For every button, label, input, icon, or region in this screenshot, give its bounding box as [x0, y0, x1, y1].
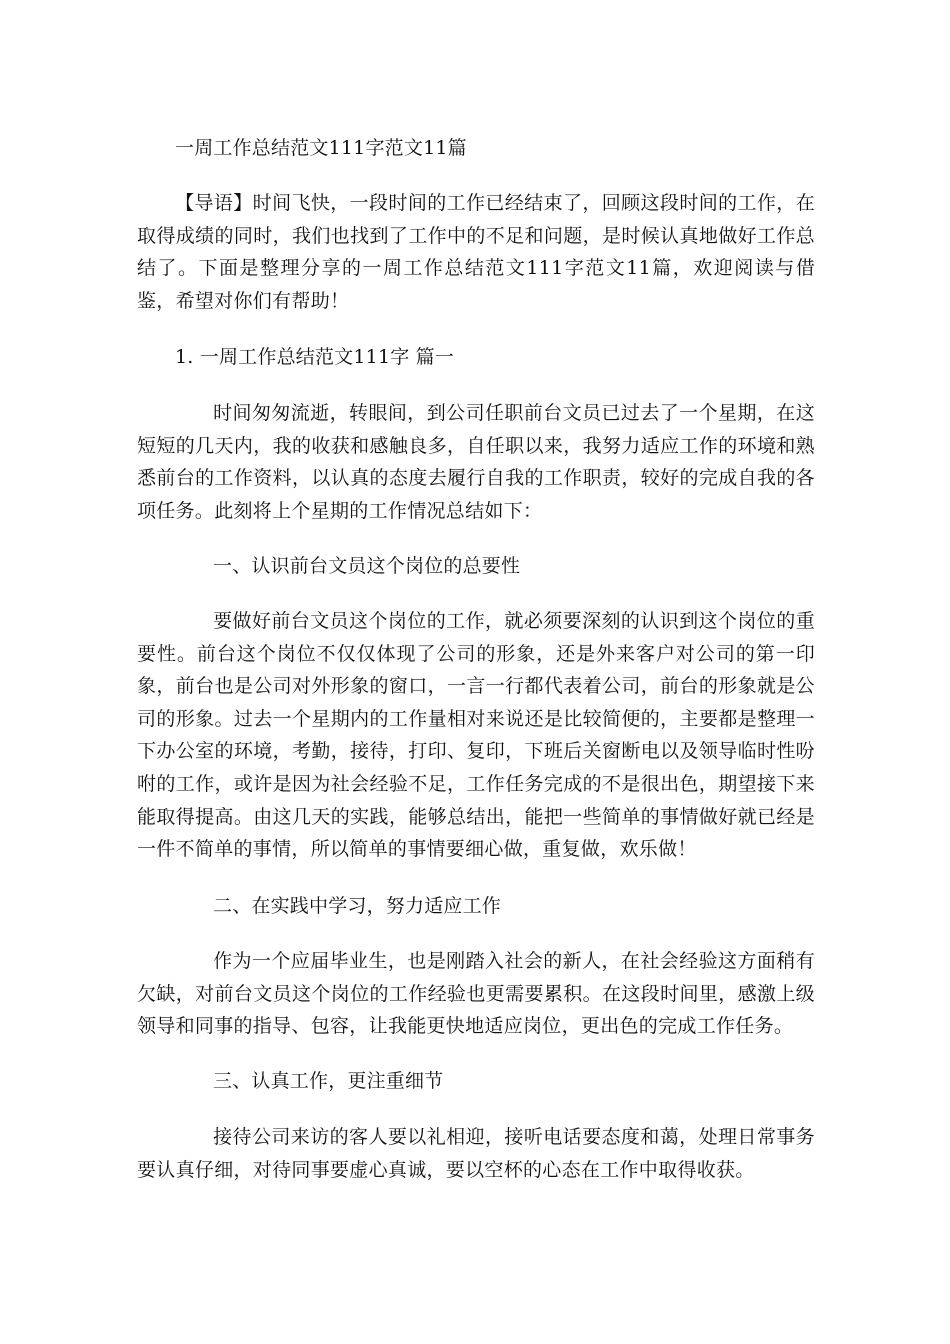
- intro-text: 【导语】时间飞快，一段时间的工作已经结束了，回顾这段时间的工作，在取得成绩的同时，我们也找到了工作中的不足和问题，是时候认真地做好工作总结了。下面是整理分享的一周工作总结范文111字范文11篇，欢迎阅读与借鉴，希望对你们有帮助！: [137, 192, 815, 312]
- subheading-b: 二、在实践中学习，努力适应工作: [213, 895, 502, 917]
- paragraph-3: [137, 945, 815, 1043]
- document-title: 一周工作总结范文111字范文11篇: [175, 137, 467, 159]
- paragraph-2: [137, 605, 815, 866]
- section-heading-1: 1. 一周工作总结范文111字 篇一: [175, 346, 455, 368]
- paragraph-4: [137, 1121, 815, 1186]
- subheading-a: 一、认识前台文员这个岗位的总要性: [213, 555, 521, 577]
- paragraph-1: [137, 397, 815, 527]
- paragraph-3-text: 作为一个应届毕业生，也是刚踏入社会的新人，在社会经验这方面稍有欠缺，对前台文员这个岗位的工作经验也更需要累积。在这段时间里，感激上级领导和同事的指导、包容，让我能更快地适应岗位，更出色的完成工作任务。: [137, 950, 815, 1038]
- subheading-c: 三、认真工作，更注重细节: [213, 1070, 444, 1092]
- paragraph-1-text: 时间匆匆流逝，转眼间，到公司任职前台文员已过去了一个星期，在这短短的几天内，我的收获和感触良多，自任职以来，我努力适应工作的环境和熟悉前台的工作资料，以认真的态度去履行自我的工作职责，较好的完成自我的各项任务。此刻将上个星期的工作情况总结如下：: [137, 402, 815, 522]
- paragraph-4-text: 接待公司来访的客人要以礼相迎，接听电话要态度和蔼，处理日常事务要认真仔细，对待同事要虚心真诚，要以空杯的心态在工作中取得收获。: [137, 1126, 815, 1181]
- paragraph-2-text: 要做好前台文员这个岗位的工作，就必须要深刻的认识到这个岗位的重要性。前台这个岗位不仅仅体现了公司的形象，还是外来客户对公司的第一印象，前台也是公司对外形象的窗口，一言一行都代表着公司，前台的形象就是公司的形象。过去一个星期内的工作量相对来说还是比较简便的，主要都是整理一下办公室的环境，考勤，接待，打印、复印，下班后关窗断电以及领导临时性吩咐的工作，或许是因为社会经验不足，工作任务完成的不是很出色，期望接下来能取得提高。由这几天的实践，能够总结出，能把一些简单的事情做好就已经是一件不简单的事情，所以简单的事情要细心做，重复做，欢乐做！: [137, 610, 815, 861]
- intro-paragraph: [137, 187, 815, 317]
